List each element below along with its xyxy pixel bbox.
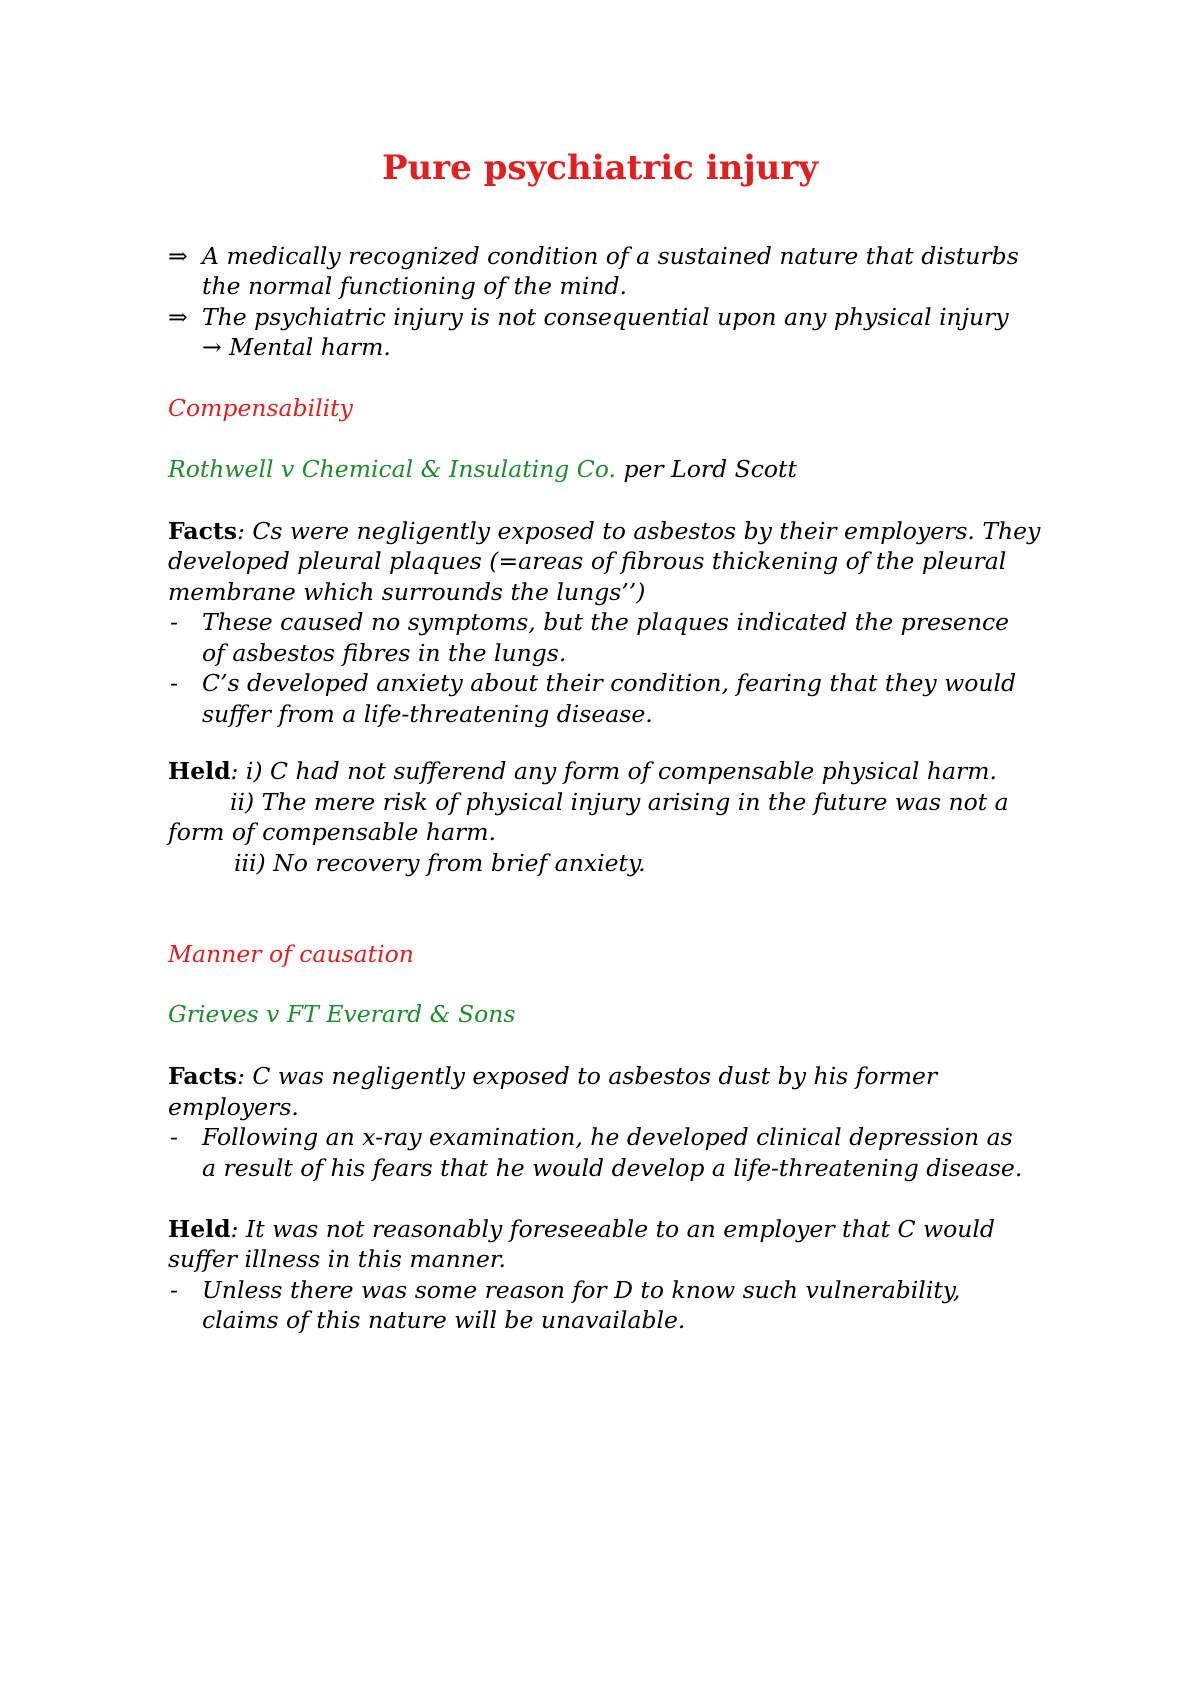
facts-line [168, 1060, 937, 1092]
case-suffix: per Lord Scott [616, 455, 797, 483]
section-heading: Compensability [168, 394, 353, 422]
page-title: Pure psychiatric injury [381, 148, 819, 188]
bullet-dash: - [170, 608, 178, 636]
held-line: ii) The mere risk of physical injury arising in the future was not a [230, 788, 1009, 816]
held-label: Held [168, 757, 231, 785]
intro-arrow-icon: ⇒ [168, 303, 188, 331]
bullet-dash: - [170, 1276, 178, 1304]
bullet-line: of asbestos fibres in the lungs. [202, 639, 567, 667]
held-line [168, 1213, 995, 1245]
case-name: Grieves v FT Everard & Sons [168, 1000, 516, 1028]
bullet-dash: - [170, 1123, 178, 1151]
facts-text: : C was negligently exposed to asbestos dust by his former [237, 1062, 938, 1090]
facts-label: Facts [168, 517, 238, 545]
held-label: Held [168, 1215, 231, 1243]
held-text: : i) C had not sufferend any form of compensable physical harm. [230, 757, 997, 785]
held-text: : It was not reasonably foreseeable to an employer that C would [230, 1215, 995, 1243]
section-heading: Manner of causation [168, 940, 414, 968]
held-line [168, 755, 997, 787]
held-line: form of compensable harm. [168, 818, 496, 846]
case-title [168, 453, 797, 485]
intro-line: the normal functioning of the mind. [202, 272, 628, 300]
bullet-line: These caused no symptoms, but the plaques indicated the presence [202, 608, 1010, 636]
intro-line: A medically recognized condition of a sustained nature that disturbs [202, 242, 1019, 270]
bullet-dash: - [170, 669, 178, 697]
bullet-line: C’s developed anxiety about their condition, fearing that they would [202, 669, 1017, 697]
facts-line: membrane which surrounds the lungs’’) [168, 578, 646, 606]
held-line: iii) No recovery from brief anxiety. [234, 849, 646, 877]
intro-line: → Mental harm. [202, 333, 391, 361]
bullet-line: suffer from a life-threatening disease. [202, 700, 653, 728]
bullet-line: Following an x-ray examination, he developed clinical depression as [202, 1123, 1013, 1151]
facts-label: Facts [168, 1062, 238, 1090]
facts-line: employers. [168, 1093, 299, 1121]
intro-line: The psychiatric injury is not consequential upon any physical injury [202, 303, 1009, 331]
held-line: suffer illness in this manner. [168, 1245, 506, 1273]
facts-line [168, 515, 1040, 547]
intro-arrow-icon: ⇒ [168, 242, 188, 270]
bullet-line: claims of this nature will be unavailable. [202, 1306, 686, 1334]
facts-text: : Cs were negligently exposed to asbestos by their employers. They [237, 517, 1041, 545]
bullet-line: Unless there was some reason for D to know such vulnerability, [202, 1276, 961, 1304]
facts-line: developed pleural plaques (=areas of fibrous thickening of the pleural [168, 547, 1007, 575]
case-name: Rothwell v Chemical & Insulating Co. [168, 455, 616, 483]
bullet-line: a result of his fears that he would develop a life-threatening disease. [202, 1154, 1023, 1182]
